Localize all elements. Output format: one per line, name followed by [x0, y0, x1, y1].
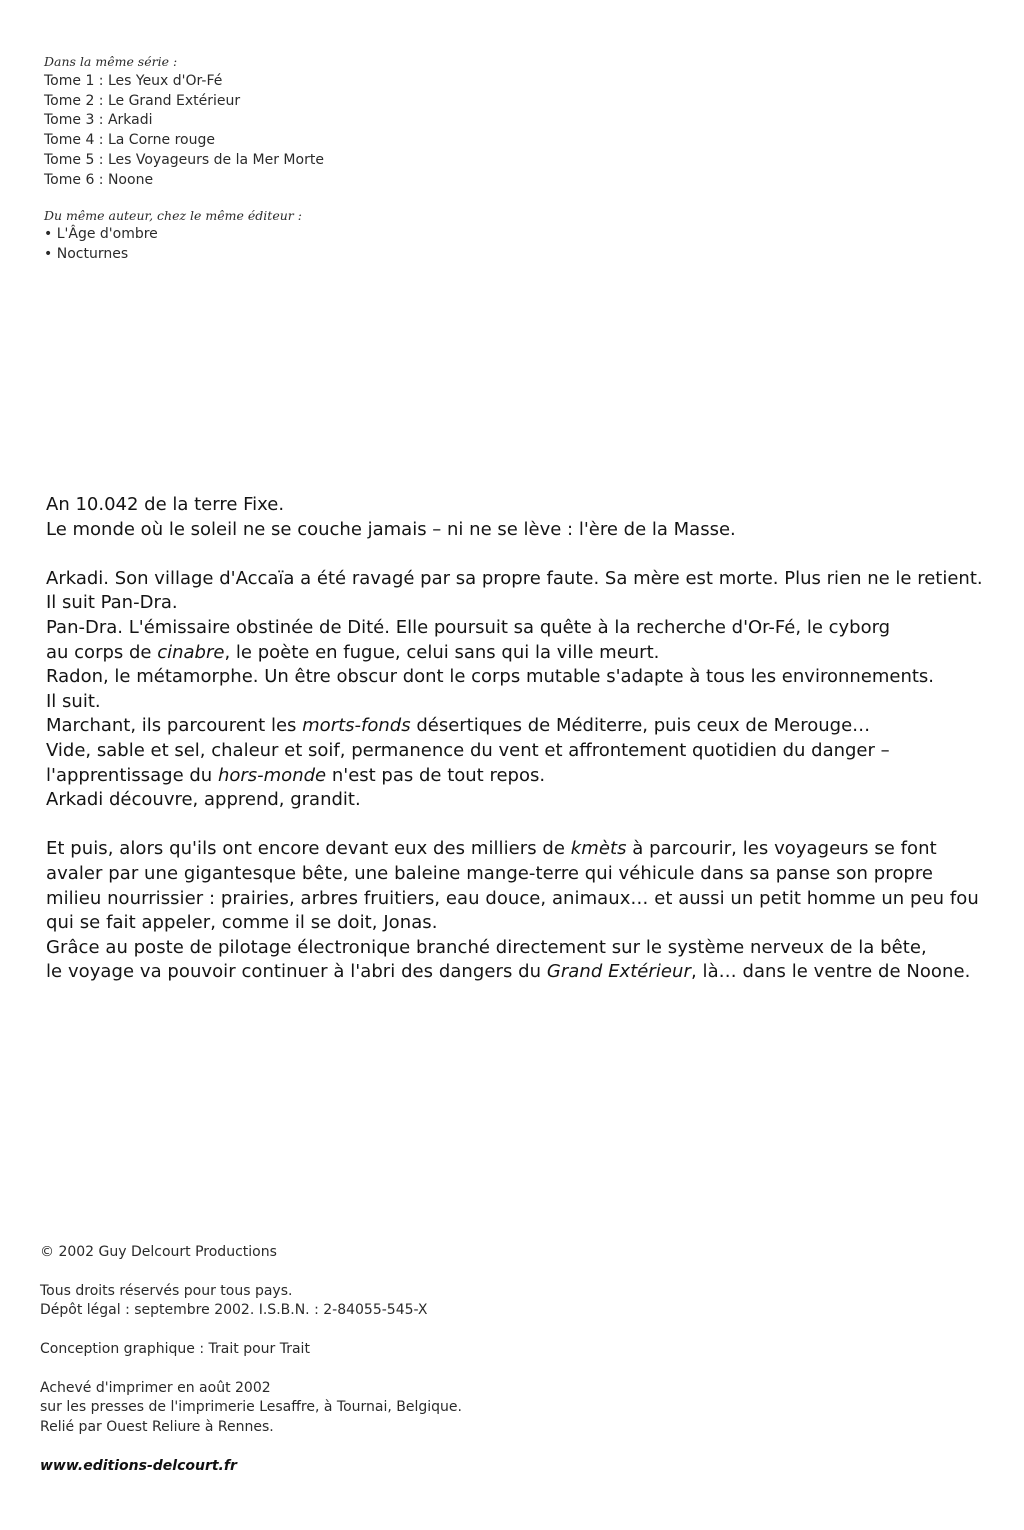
- italic-term: kmèts: [570, 838, 627, 860]
- blurb-line: Il suit.: [46, 690, 101, 712]
- tome-6: Tome 6 : Noone: [44, 171, 154, 188]
- blurb-line: Marchant, ils parcourent les morts-fonds désertiques de Méditerre, puis ceux de Merouge…: [46, 715, 871, 737]
- tome-5: Tome 5 : Les Voyageurs de la Mer Morte: [44, 151, 324, 168]
- blurb-line: Grâce au poste de pilotage électronique branché directement sur le système nerveux de la bête,: [46, 936, 927, 958]
- blurb-line: Radon, le métamorphe. Un être obscur dont le corps mutable s'adapte à tous les environnements.: [46, 666, 935, 688]
- rights: Tous droits réservés pour tous pays.: [40, 1282, 293, 1299]
- graphic-design: Conception graphique : Trait pour Trait: [40, 1341, 310, 1357]
- publisher-website: www.editions-delcourt.fr: [40, 1458, 237, 1475]
- blurb-line: avaler par une gigantesque bête, une baleine mange-terre qui véhicule dans sa panse son propre: [46, 862, 934, 884]
- printing-line-3: Relié par Ouest Reliure à Rennes.: [40, 1418, 274, 1435]
- printing-line-2: sur les presses de l'imprimerie Lesaffre, à Tournai, Belgique.: [40, 1399, 462, 1416]
- blurb-line: au corps de cinabre, le poète en fugue, celui sans qui la ville meurt.: [46, 641, 660, 663]
- blurb-line: le voyage va pouvoir continuer à l'abri des dangers du Grand Extérieur, là… dans le ventre de Noone.: [46, 961, 971, 983]
- italic-term: cinabre: [157, 641, 225, 663]
- blurb-line: Et puis, alors qu'ils ont encore devant eux des milliers de kmèts à parcourir, les voyageurs se font: [46, 838, 937, 860]
- author-book-2: • Nocturnes: [44, 245, 324, 265]
- tome-3: Tome 3 : Arkadi: [44, 112, 153, 129]
- blurb-line: l'apprentissage du hors-monde n'est pas de tout repos.: [46, 764, 546, 786]
- credits: [40, 1243, 462, 1477]
- author-book-1: • L'Âge d'ombre: [44, 225, 324, 245]
- legal-deposit: Dépôt légal : septembre 2002. I.S.B.N. : 2-84055-545-X: [40, 1302, 428, 1319]
- tome-2: Tome 2 : Le Grand Extérieur: [44, 92, 241, 109]
- series-list: [44, 52, 324, 265]
- italic-term: hors-monde: [217, 764, 327, 786]
- blurb-line: Pan-Dra. L'émissaire obstinée de Dité. Elle poursuit sa quête à la recherche d'Or-Fé, le cyborg: [46, 616, 891, 638]
- blurb-line: Vide, sable et sel, chaleur et soif, permanence du vent et affrontement quotidien du danger –: [46, 739, 890, 761]
- blurb-line: Arkadi découvre, apprend, grandit.: [46, 789, 361, 811]
- blurb-line: Le monde où le soleil ne se couche jamais – ni ne se lève : l'ère de la Masse.: [46, 518, 736, 540]
- italic-term: morts-fonds: [302, 715, 411, 737]
- italic-term: Grand Extérieur: [546, 961, 691, 983]
- blurb-line: Arkadi. Son village d'Accaïa a été ravagé par sa propre faute. Sa mère est morte. Plus rien ne le retient.: [46, 567, 983, 589]
- back-cover-blurb: [46, 493, 986, 985]
- blurb-line: An 10.042 de la terre Fixe.: [46, 494, 285, 515]
- author-heading: Du même auteur, chez le même éditeur :: [44, 207, 302, 223]
- tome-4: Tome 4 : La Corne rouge: [44, 132, 215, 149]
- printing-line-1: Achevé d'imprimer en août 2002: [40, 1379, 271, 1396]
- series-heading: Dans la même série :: [44, 54, 178, 69]
- tome-1: Tome 1 : Les Yeux d'Or-Fé: [44, 72, 223, 89]
- blurb-line: qui se fait appeler, comme il se doit, Jonas.: [46, 912, 438, 934]
- blurb-line: Il suit Pan-Dra.: [46, 592, 178, 614]
- blurb-line: milieu nourrissier : prairies, arbres fruitiers, eau douce, animaux… et aussi un petit homme un peu fou: [46, 887, 979, 909]
- copyright: © 2002 Guy Delcourt Productions: [40, 1244, 277, 1260]
